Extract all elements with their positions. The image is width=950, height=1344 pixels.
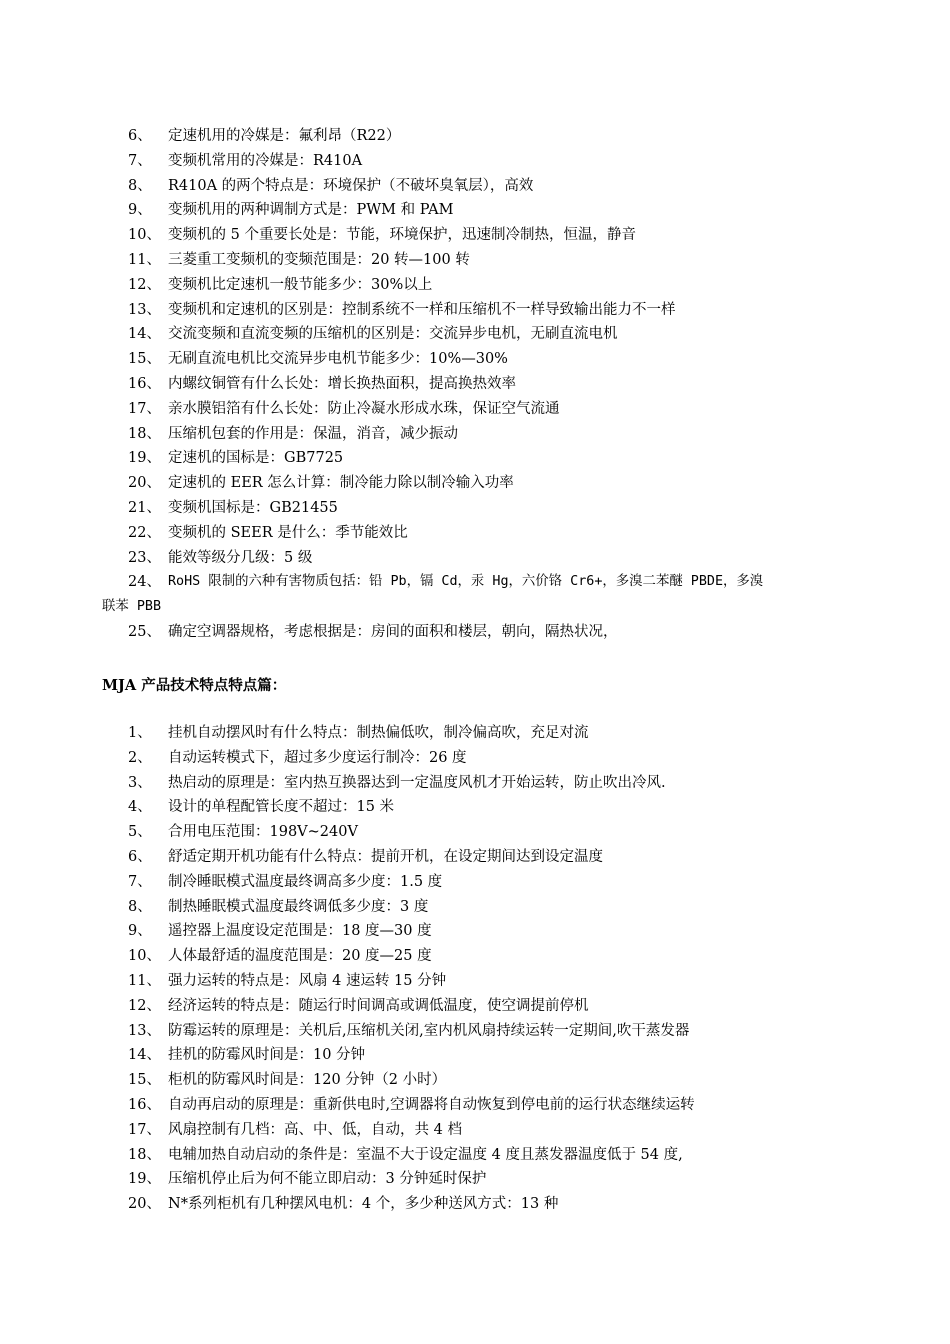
list-item-number: 14、 [128,1047,161,1064]
list-item-number: 7、 [128,873,152,890]
list-item [0,795,950,820]
list-item [0,721,950,746]
list-item [0,521,950,546]
list-item-text: 经济运转的特点是：随运行时间调高或调低温度，使空调提前停机 [168,997,589,1014]
list-item-text: 防霉运转的原理是：关机后,压缩机关闭,室内机风扇持续运转一定期间,吹干蒸发器 [168,1022,690,1039]
list-item-number: 11、 [128,251,161,268]
list-item-number: 13、 [128,301,161,318]
list-item [0,446,950,471]
list-item-text: 挂机自动摆风时有什么特点：制热偏低吹，制冷偏高吹，充足对流 [168,725,589,741]
list-item-number: 15、 [128,1072,161,1089]
list-item-text: 强力运转的特点是：风扇 4 速运转 15 分钟 [168,972,447,989]
list-item-number: 10、 [128,948,161,965]
section-heading: MJA 产品技术特点特点篇： [102,677,287,694]
list-item [0,1043,950,1068]
list-item-number: 18、 [128,425,161,442]
list-item-number: 20、 [128,475,161,492]
list-item-number: 4、 [128,799,152,816]
list-item-number: 16、 [128,1096,161,1113]
list-item-text: 定速机的国标是：GB7725 [168,450,344,467]
list-item-text: 柜机的防霉风时间是：120 分钟（2 小时） [168,1072,447,1089]
list-item [0,944,950,969]
list-item-number: 12、 [128,997,161,1014]
list-item [0,223,950,248]
list-item-text: 电辅加热自动启动的条件是：室温不大于设定温度 4 度且蒸发器温度低于 54 度, [168,1146,683,1163]
list-item [0,895,950,920]
list-item [0,845,950,870]
list-item [0,746,950,771]
list-item-text: 变频机和定速机的区别是：控制系统不一样和压缩机不一样导致输出能力不一样 [168,301,676,318]
list-item-text: 风扇控制有几档：高、中、低，自动，共 4 档 [168,1121,462,1138]
list-item [0,870,950,895]
list-item-24 [0,570,950,620]
list-item-number: 8、 [128,898,152,915]
list-item [0,471,950,496]
list-item [0,1019,950,1044]
list-item [0,546,950,571]
list-item-text: 变频机的 SEER 是什么：季节能效比 [168,524,408,541]
list-item-text: 挂机的防霉风时间是：10 分钟 [168,1047,366,1064]
list-item-text: 人体最舒适的温度范围是：20 度—25 度 [168,948,432,965]
list-item [0,771,950,796]
list-item [0,1143,950,1168]
list-item-number: 21、 [128,499,161,516]
list-item-number: 6、 [128,128,152,144]
list-item-text: 舒适定期开机功能有什么特点：提前开机，在设定期间达到设定温度 [168,848,603,865]
qa-list-mja-features [0,721,950,1217]
list-item [0,1093,950,1118]
list-item-number: 22、 [128,524,161,541]
list-item-number: 2、 [128,749,152,766]
list-item-number: 18、 [128,1146,161,1163]
list-item [0,372,950,397]
list-item-text: 变频机比定速机一般节能多少：30%以上 [168,276,433,293]
qa-list-basics [0,124,950,570]
list-item-number: 23、 [128,549,161,566]
list-item [0,248,950,273]
list-item-25 [0,620,950,645]
list-item-text: 内螺纹铜管有什么长处：增长换热面积，提高换热效率 [168,375,516,392]
list-item-text: 遥控器上温度设定范围是：18 度—30 度 [168,923,432,940]
list-item-number: 6、 [128,848,152,865]
list-item-number: 19、 [128,1171,161,1188]
list-item-text: 热启动的原理是：室内热互换器达到一定温度风机才开始运转，防止吹出冷风. [168,774,666,791]
list-item-text: 交流变频和直流变频的压缩机的区别是：交流异步电机，无刷直流电机 [168,326,618,343]
list-item-text: 制热睡眠模式温度最终调低多少度：3 度 [168,898,429,915]
list-item-text: 变频机常用的冷媒是：R410A [168,152,363,169]
list-item-text: 自动再启动的原理是：重新供电时,空调器将自动恢复到停电前的运行状态继续运转 [168,1096,695,1113]
list-item-number: 12、 [128,276,161,293]
list-item [0,820,950,845]
list-item-number: 13、 [128,1022,161,1039]
list-item [0,994,950,1019]
list-item [0,198,950,223]
list-item-number: 25、 [128,624,161,640]
list-item-text: 自动运转模式下，超过多少度运行制冷：26 度 [168,749,467,766]
list-item-number: 14、 [128,326,161,343]
list-item [0,298,950,323]
list-item-number: 3、 [128,774,152,791]
list-item-number: 16、 [128,375,161,392]
list-item-text: N*系列柜机有几种摆风电机：4 个，多少种送风方式：13 种 [168,1196,559,1213]
list-item [0,273,950,298]
list-item-number: 24、 [128,574,161,591]
list-item-number: 20、 [128,1196,161,1213]
list-item [0,919,950,944]
list-item-text-line2: 联苯 PBB [102,599,162,615]
list-item-text: 压缩机包套的作用是：保温，消音，减少振动 [168,425,458,442]
list-item-text-line1: RoHS 限制的六种有害物质包括：铅 Pb，镉 Cd，汞 Hg，六价铬 Cr6+，多溴二苯醚 PBDE，多溴 [168,574,764,590]
list-item-text: 变频机国标是：GB21455 [168,499,338,516]
list-item-text: 确定空调器规格，考虑根据是：房间的面积和楼层，朝向，隔热状况， [168,624,618,640]
list-item-text: 亲水膜铝箔有什么长处：防止冷凝水形成水珠，保证空气流通 [168,400,560,417]
list-item-text: 变频机用的两种调制方式是：PWM 和 PAM [168,202,454,219]
list-item-number: 5、 [128,824,152,841]
list-item [0,149,950,174]
list-item-number: 7、 [128,152,152,169]
list-item-text: R410A 的两个特点是：环境保护（不破坏臭氧层），高效 [168,177,534,194]
list-item-number: 15、 [128,351,161,368]
list-item [0,397,950,422]
list-item-number: 9、 [128,202,152,219]
list-item-number: 11、 [128,972,161,989]
list-item-text: 能效等级分几级：5 级 [168,549,313,566]
list-item-text: 定速机的 EER 怎么计算：制冷能力除以制冷输入功率 [168,475,514,492]
list-item-number: 8、 [128,177,152,194]
list-item [0,1167,950,1192]
list-item [0,1118,950,1143]
list-item-number: 17、 [128,400,161,417]
list-item-number: 9、 [128,923,152,940]
list-item [0,347,950,372]
list-item-text: 压缩机停止后为何不能立即启动：3 分钟延时保护 [168,1171,487,1188]
list-item-number: 19、 [128,450,161,467]
list-item-number: 17、 [128,1121,161,1138]
list-item [0,322,950,347]
list-item [0,1192,950,1217]
list-item-number: 1、 [128,725,152,741]
list-item [0,496,950,521]
list-item [0,174,950,199]
list-item-text: 无刷直流电机比交流异步电机节能多少：10%—30% [168,351,508,368]
list-item-text: 制冷睡眠模式温度最终调高多少度：1.5 度 [168,873,443,890]
list-item [0,1068,950,1093]
list-item-text: 设计的单程配管长度不超过：15 米 [168,799,395,816]
list-item-text: 定速机用的冷媒是：氟利昂（R22） [168,128,401,144]
list-item [0,969,950,994]
list-item [0,422,950,447]
list-item-number: 10、 [128,227,161,244]
list-item-text: 合用电压范围：198V~240V [168,824,358,841]
list-item-text: 变频机的 5 个重要长处是：节能，环境保护，迅速制冷制热，恒温，静音 [168,227,636,244]
list-item [0,124,950,149]
list-item-text: 三菱重工变频机的变频范围是：20 转—100 转 [168,251,470,268]
